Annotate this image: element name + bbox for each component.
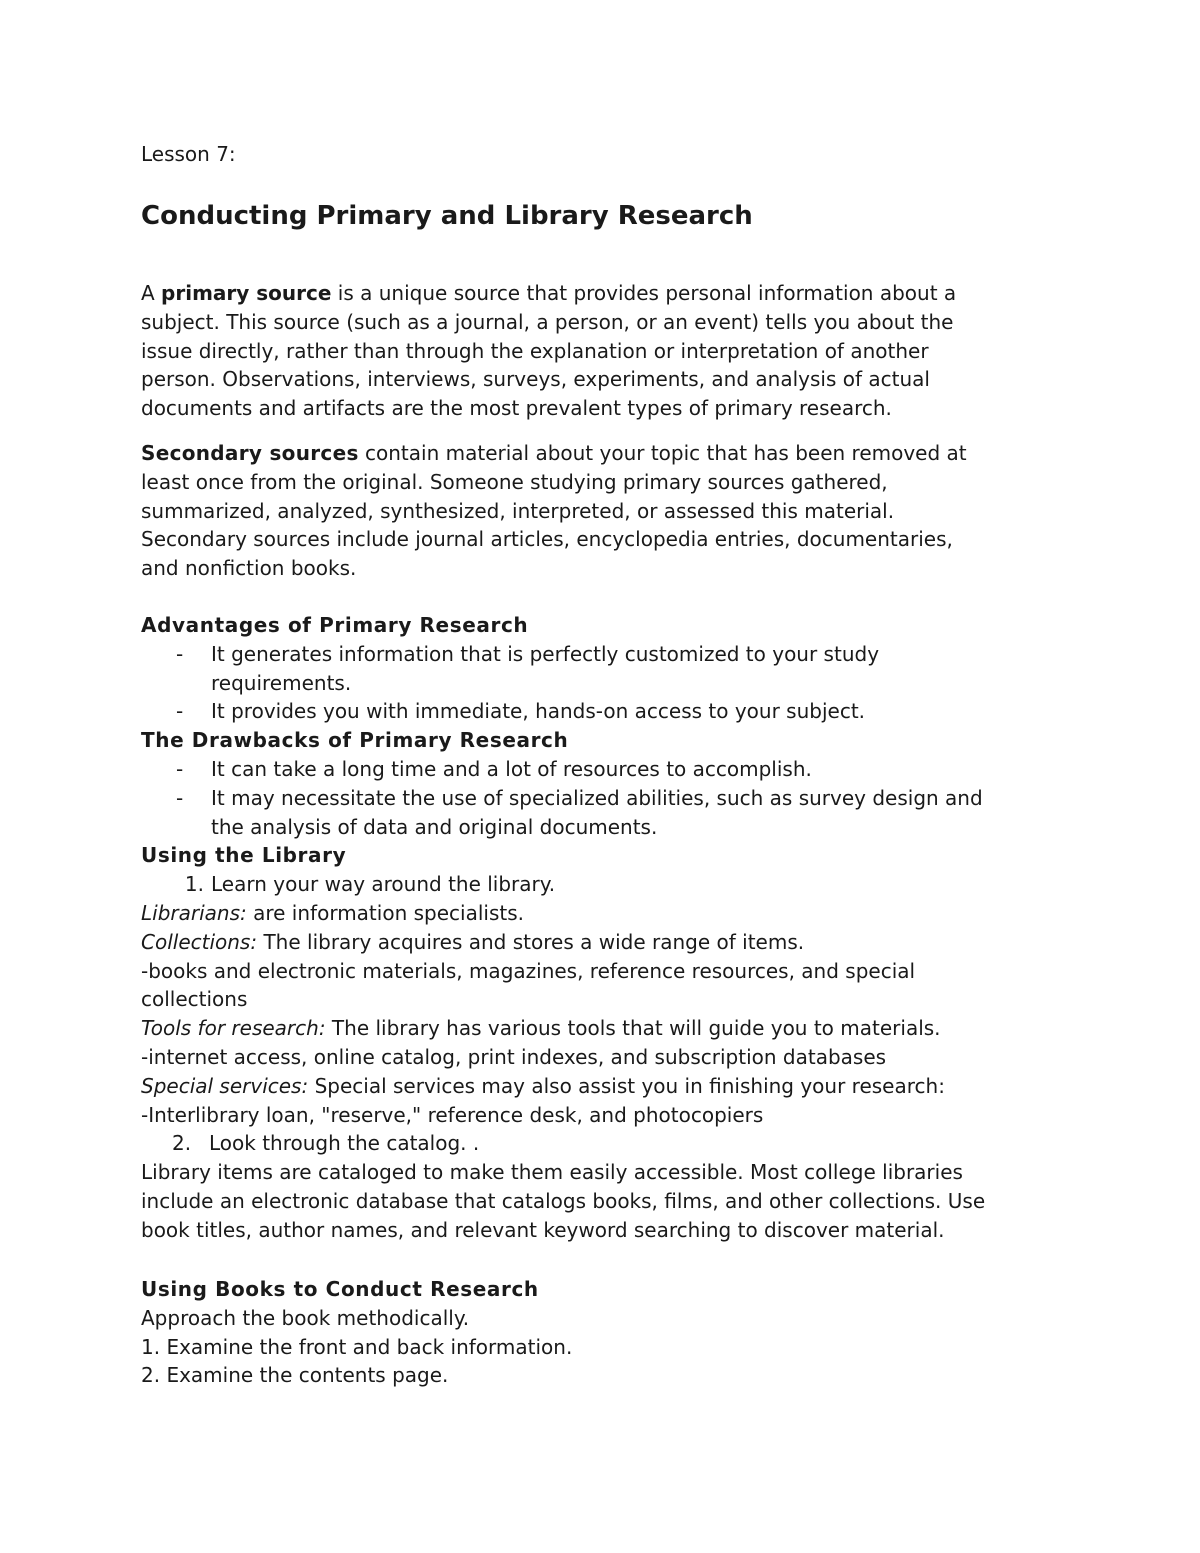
primary-source-paragraph <box>141 279 1071 423</box>
research-sections <box>141 611 1071 1245</box>
text-line: collections <box>141 987 248 1012</box>
special-services-term: Special services: <box>141 1073 309 1098</box>
text-run: Special services may also assist you in finishing your research: <box>308 1073 945 1098</box>
text-line <box>141 1072 1071 1101</box>
list-item-continuation: the analysis of data and original documents. <box>211 814 658 839</box>
text-run: are information specialists. <box>246 900 524 925</box>
page-title: Conducting Primary and Library Research <box>141 201 753 231</box>
text-line: book titles, author names, and relevant keyword searching to discover material. <box>141 1217 945 1242</box>
step-number: 1. <box>184 872 204 897</box>
list-item-text: It provides you with immediate, hands-on access to your subject. <box>211 699 866 724</box>
text-line: least once from the original. Someone studying primary sources gathered, <box>141 469 888 494</box>
numbered-step <box>141 870 1071 899</box>
list-item-continuation: requirements. <box>211 670 352 695</box>
advantages-heading: Advantages of Primary Research <box>141 613 529 637</box>
text-line: summarized, analyzed, synthesized, interpreted, or assessed this material. <box>141 498 895 523</box>
collections-term: Collections: <box>141 929 258 954</box>
text-run: The library has various tools that will guide you to materials. <box>325 1016 941 1041</box>
text-line <box>141 1014 1071 1043</box>
text-line <box>141 899 1071 928</box>
text-line: 1. Examine the front and back information. <box>141 1334 573 1359</box>
primary-source-term: primary source <box>161 281 332 305</box>
text-line: subject. This source (such as a journal, a person, or an event) tells you about the <box>141 309 954 334</box>
text-run: The library acquires and stores a wide range of items. <box>257 929 805 954</box>
list-item <box>141 697 1071 726</box>
step-text: Learn your way around the library. <box>211 872 556 897</box>
text-run: is a unique source that provides personal information about a <box>331 281 957 305</box>
list-item-text: It may necessitate the use of specialized abilities, such as survey design and <box>211 785 983 810</box>
list-item <box>141 755 1071 784</box>
list-item-text: It generates information that is perfectly customized to your study <box>211 641 880 666</box>
dash-bullet: - <box>176 756 184 781</box>
dash-bullet: - <box>176 641 184 666</box>
using-library-heading: Using the Library <box>141 843 347 868</box>
list-item <box>141 784 1071 813</box>
secondary-sources-paragraph <box>141 439 1071 583</box>
text-line: 2. Examine the contents page. <box>141 1363 449 1388</box>
using-books-section <box>141 1275 1071 1390</box>
dash-bullet: - <box>176 699 184 724</box>
text-line: include an electronic database that catalogs books, films, and other collections. Use <box>141 1188 986 1213</box>
text-line: and nonfiction books. <box>141 556 357 581</box>
secondary-sources-term: Secondary sources <box>141 441 359 465</box>
list-item-text: It can take a long time and a lot of resources to accomplish. <box>211 756 812 781</box>
text-run: A <box>141 281 162 305</box>
drawbacks-heading: The Drawbacks of Primary Research <box>141 728 569 753</box>
step-number: 2. <box>172 1131 192 1156</box>
dash-bullet: - <box>176 785 184 810</box>
text-line: -books and electronic materials, magazines, reference resources, and special <box>141 958 916 983</box>
text-line: Approach the book methodically. <box>141 1305 470 1330</box>
text-line: person. Observations, interviews, surveys, experiments, and analysis of actual <box>141 367 930 392</box>
text-line <box>141 928 1071 957</box>
text-run: contain material about your topic that has been removed at <box>358 441 967 465</box>
using-books-heading: Using Books to Conduct Research <box>141 1277 539 1301</box>
text-line: issue directly, rather than through the explanation or interpretation of another <box>141 338 929 363</box>
step-text: Look through the catalog. . <box>209 1131 480 1156</box>
text-line: documents and artifacts are the most prevalent types of primary research. <box>141 396 892 421</box>
librarians-term: Librarians: <box>141 900 247 925</box>
numbered-step <box>141 1129 1071 1158</box>
text-line <box>141 279 1071 308</box>
text-line: Secondary sources include journal articles, encyclopedia entries, documentaries, <box>141 527 953 552</box>
text-line: -Interlibrary loan, "reserve," reference desk, and photocopiers <box>141 1102 764 1127</box>
tools-term: Tools for research: <box>141 1016 326 1041</box>
text-line <box>141 439 1071 468</box>
text-line: -internet access, online catalog, print indexes, and subscription databases <box>141 1044 887 1069</box>
list-item <box>141 640 1071 669</box>
text-line: Library items are cataloged to make them easily accessible. Most college libraries <box>141 1160 963 1185</box>
lesson-label: Lesson 7: <box>141 142 236 166</box>
